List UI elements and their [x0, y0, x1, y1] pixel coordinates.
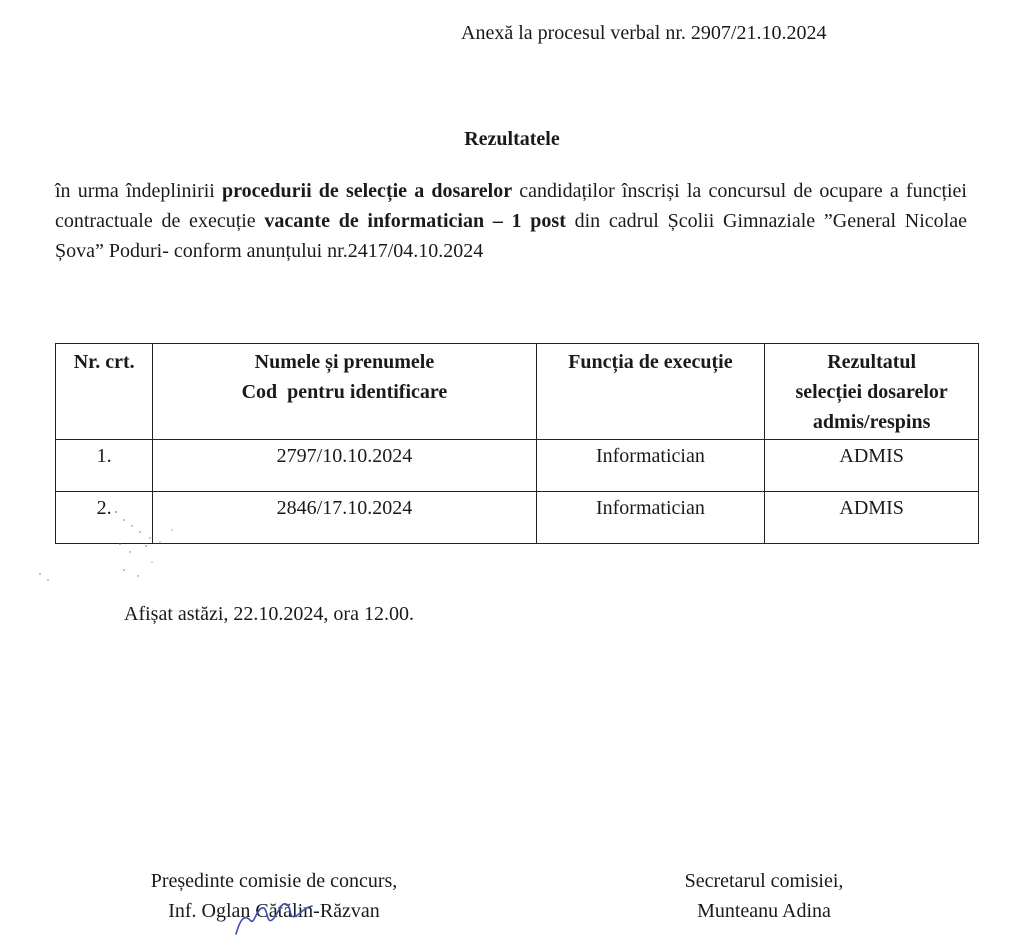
row-nr: 2. — [56, 492, 153, 544]
president-role: Președinte comisie de concurs, — [150, 870, 398, 892]
document-title: Rezultatele — [464, 128, 560, 150]
header-result-line3: admis/respins — [812, 411, 931, 433]
header-result — [765, 344, 979, 440]
row-result: ADMIS — [765, 492, 979, 544]
header-name-line1: Numele și prenumele — [254, 351, 435, 373]
intro-text-1: în urma îndeplinirii — [55, 180, 223, 202]
intro-bold-2: vacante de informatician – 1 post — [264, 210, 566, 232]
president-name: Inf. Oglan Cătălin-Răzvan — [168, 900, 380, 922]
intro-bold-1: procedurii de selecție a dosarelor — [222, 180, 513, 202]
header-name — [153, 344, 536, 440]
intro-text-3: din cadrul Școlii Gimnaziale ”General Nicolae Șova” Poduri- conform anunțului nr.2417/04.10.2024 — [55, 210, 967, 262]
row-result: ADMIS — [765, 440, 979, 492]
header-result-line1: Rezultatul — [827, 351, 917, 373]
secretary-name: Munteanu Adina — [697, 900, 831, 922]
header-function: Funcția de execuție — [536, 344, 765, 440]
posted-notice: Afișat astăzi, 22.10.2024, ora 12.00. — [124, 603, 414, 625]
row-function: Informatician — [536, 492, 765, 544]
signature-block-secretary — [664, 866, 864, 926]
row-code: 2846/17.10.2024 — [153, 492, 536, 544]
intro-paragraph — [55, 176, 967, 266]
header-nr: Nr. crt. — [56, 344, 153, 440]
header-name-line2: Cod pentru identificare — [241, 381, 448, 403]
row-code: 2797/10.10.2024 — [153, 440, 536, 492]
table-header-row — [56, 344, 979, 440]
scan-specks — [20, 500, 200, 590]
table-row — [56, 440, 979, 492]
row-nr: 1. — [56, 440, 153, 492]
annex-reference: Anexă la procesul verbal nr. 2907/21.10.2024 — [461, 22, 827, 44]
header-result-line2: selecției dosarelor — [795, 381, 948, 403]
handwritten-signature — [230, 890, 320, 936]
row-function: Informatician — [536, 440, 765, 492]
secretary-role: Secretarul comisiei, — [684, 870, 844, 892]
intro-text-2: candidaților înscriși la concursul de ocupare a funcției contractuale de execuție — [55, 180, 967, 232]
